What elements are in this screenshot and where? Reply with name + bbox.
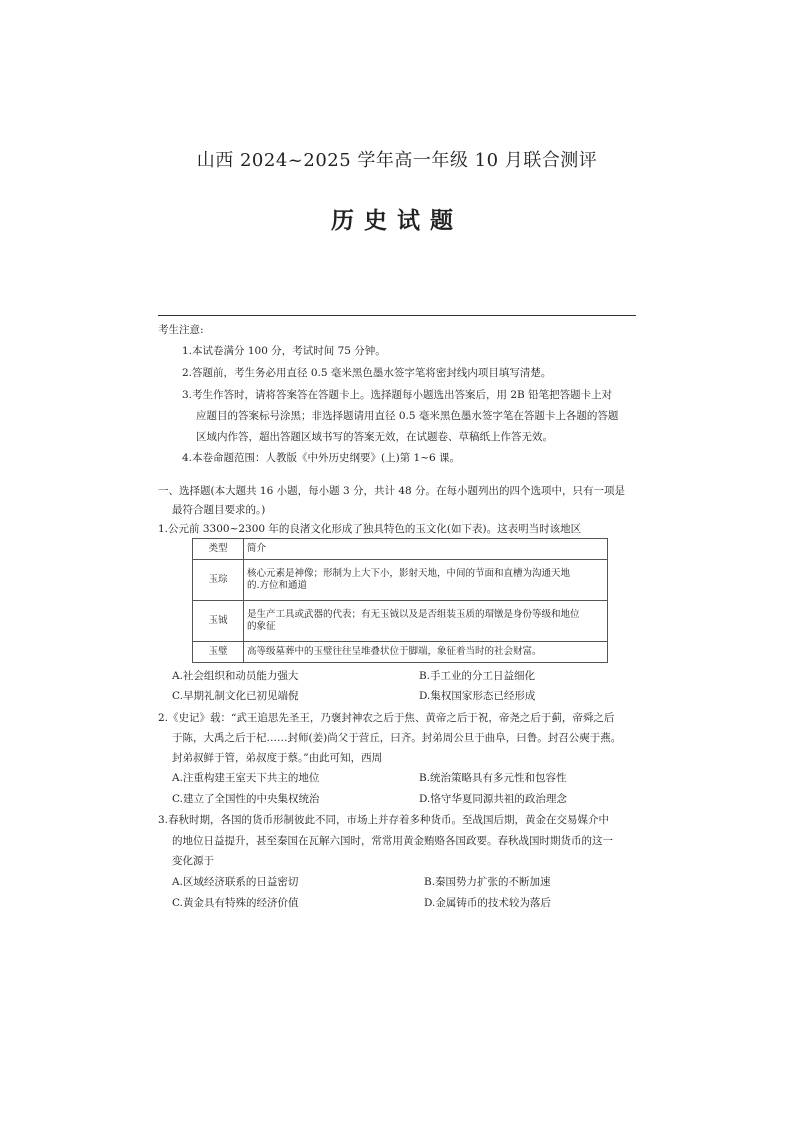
question-1-option-b: B.手工业的分工日益细化	[419, 670, 536, 682]
question-2-stem-cont: 于陈，大禹之后于杞……封师(姜)尚父于营丘，曰齐。封弟周公旦于曲阜，曰鲁。封召公奭于燕。	[172, 732, 622, 744]
table-cell-desc	[244, 601, 608, 642]
notice-line: 4.本卷命题范围：人教版《中外历史纲要》(上)第 1~6 课。	[182, 452, 461, 464]
question-2-stem-cont: 封弟叔鲜于管，弟叔度于蔡。”由此可知，西周	[172, 752, 383, 764]
question-2-option-d: D.恪守华夏同源共祖的政治理念	[419, 793, 567, 805]
desc-line: 是生产工具或武器的代表；有无玉钺以及是否组装玉质的瑁镦是身份等级和地位	[247, 609, 580, 620]
section-heading: 一、选择题(本大题共 16 小题，每小题 3 分，共计 48 分。在每小题列出的四个选项中，只有一项是	[158, 485, 626, 497]
desc-line: 的象征	[247, 621, 276, 632]
table-cell-type: 玉璧	[193, 642, 244, 663]
notice-line: 3.考生作答时，请将答案答在答题卡上。选择题每小题选出答案后，用 2B 铅笔把答题卡上对	[182, 389, 613, 401]
table-cell-desc	[244, 560, 608, 601]
question-3-stem-cont: 变化源于	[172, 855, 214, 867]
question-2-option-b: B.统治策略具有多元性和包容性	[419, 772, 567, 784]
question-3-option-b: B.秦国势力扩张的不断加速	[424, 876, 551, 888]
question-1-option-d: D.集权国家形态已经形成	[419, 690, 536, 702]
exam-title: 山西 2024~2025 学年高一年级 10 月联合测评	[196, 150, 598, 171]
question-3-option-a: A.区域经济联系的日益密切	[172, 876, 299, 888]
table-row	[193, 601, 608, 642]
notice-line: 应题目的答案标号涂黑；非选择题请用直径 0.5 毫米黑色墨水签字笔在答题卡上各题的答题	[196, 410, 619, 422]
question-2-option-a: A.注重构建王室天下共主的地位	[172, 772, 320, 784]
table-cell-desc	[244, 642, 608, 663]
question-2-option-c: C.建立了全国性的中央集权统治	[172, 793, 320, 805]
question-1-option-c: C.早期礼制文化已初见端倪	[172, 690, 299, 702]
table-header-desc: 简介	[244, 539, 608, 560]
question-3-stem-cont: 的地位日益提升，甚至秦国在瓦解六国时，常常用黄金贿赂各国政要。春秋战国时期货币的这一	[172, 835, 613, 847]
table-header-type: 类型	[193, 539, 244, 560]
question-1-stem: 1.公元前 3300~2300 年的良渚文化形成了独具特色的玉文化(如下表)。这表明当时该地区	[158, 523, 582, 535]
question-3-option-c: C.黄金具有特殊的经济价值	[172, 897, 299, 909]
question-3-stem: 3.春秋时期，各国的货币形制彼此不同，市场上并存着多种货币。至战国后期，黄金在交易媒介中	[158, 814, 610, 826]
table-header-row	[193, 539, 608, 560]
jade-culture-table	[192, 538, 608, 663]
question-1-option-a: A.社会组织和动员能力强大	[172, 670, 299, 682]
desc-line: 的.方位和通道	[247, 580, 308, 591]
exam-subject-title: 历史试题	[331, 207, 463, 234]
notice-line: 1.本试卷满分 100 分，考试时间 75 分钟。	[182, 345, 386, 357]
desc-line: 高等级墓葬中的玉璧往往呈堆叠状位于脚端，象征着当时的社会财富。	[247, 646, 542, 657]
notice-line: 区域内作答，超出答题区域书写的答案无效，在试题卷、草稿纸上作答无效。	[196, 431, 553, 443]
table-row	[193, 560, 608, 601]
desc-line: 核心元素是神像；形制为上大下小，影射天地，中间的节面和直槽为沟通天地	[247, 568, 571, 579]
header-divider	[158, 315, 636, 316]
notice-heading: 考生注意:	[158, 324, 204, 336]
question-3-option-d: D.金属铸币的技术较为落后	[424, 897, 551, 909]
table-row	[193, 642, 608, 663]
notice-line: 2.答题前，考生务必用直径 0.5 毫米黑色墨水签字笔将密封线内项目填写清楚。	[182, 367, 552, 379]
question-2-stem: 2.《史记》载：“武王追思先圣王，乃褒封神农之后于焦、黄帝之后于祝，帝尧之后于蓟，帝舜之后	[158, 712, 615, 724]
section-heading-cont: 最符合题目要求的。)	[172, 504, 266, 516]
table-cell-type: 玉琮	[193, 560, 244, 601]
table-cell-type: 玉钺	[193, 601, 244, 642]
